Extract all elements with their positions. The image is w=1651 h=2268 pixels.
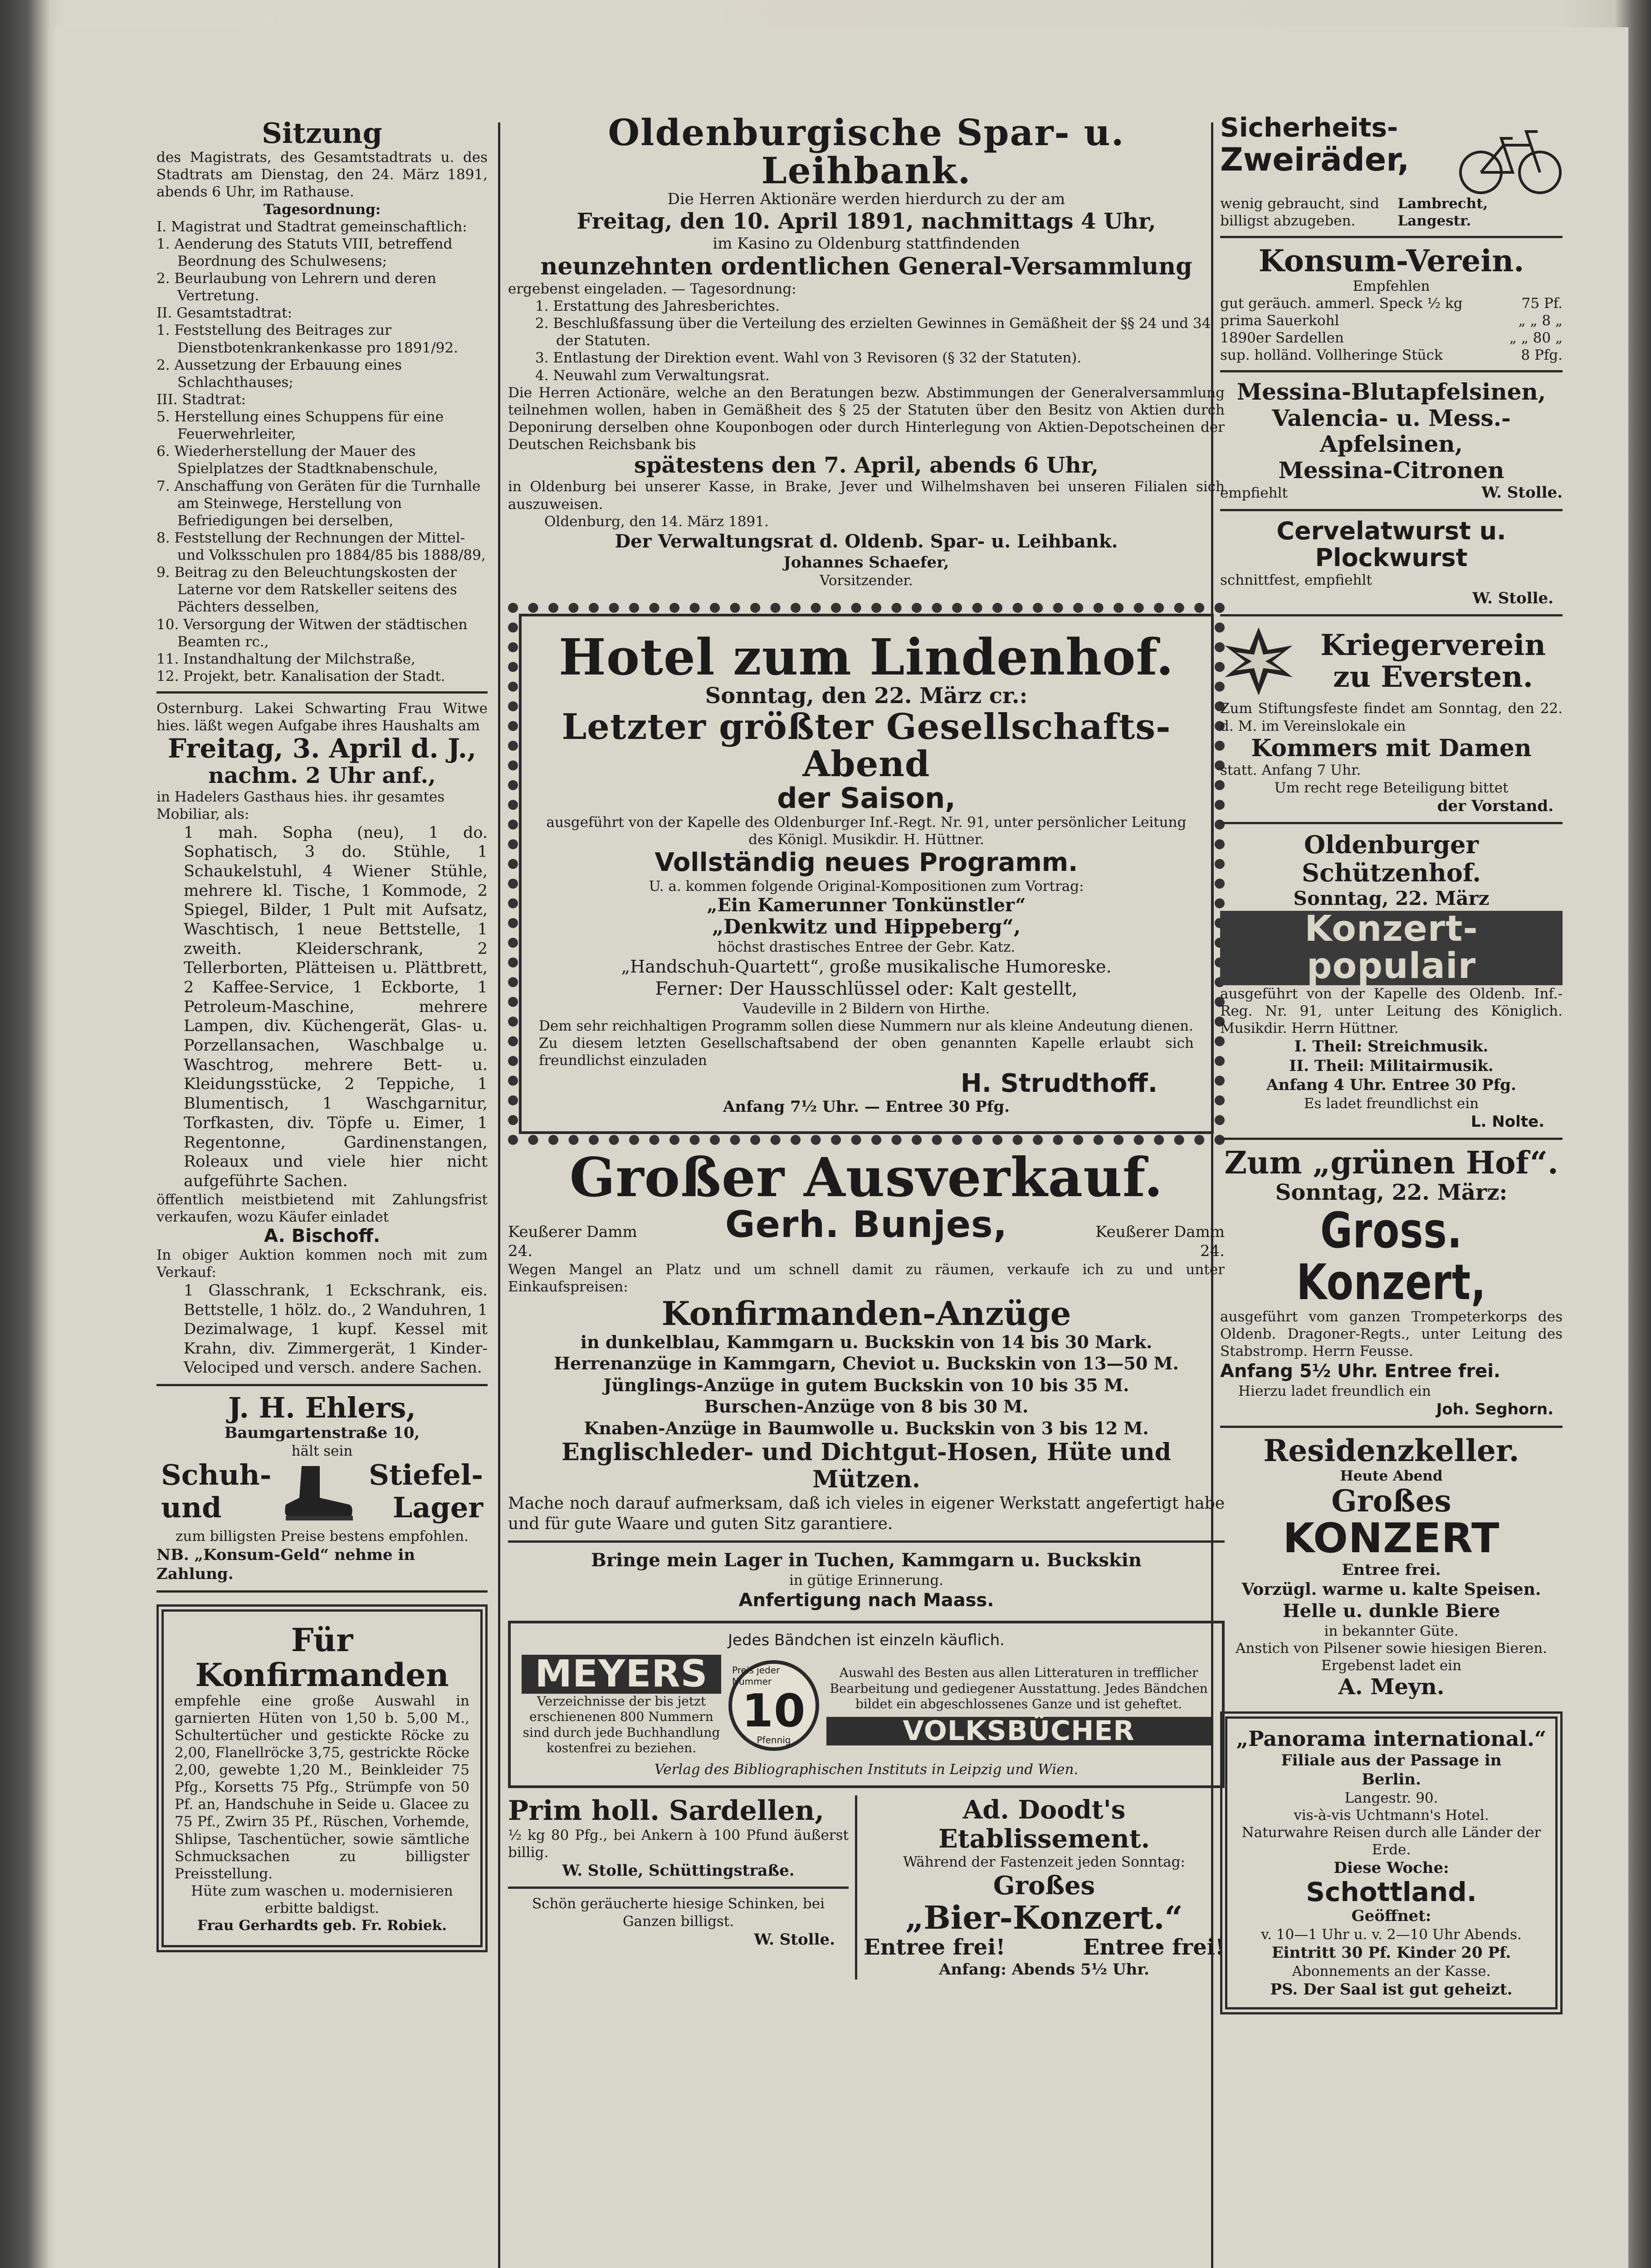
schuetz-part-2: II. Theil: Militairmusik. — [1289, 1056, 1494, 1075]
schuetz-title: Oldenburger Schützenhof. — [1301, 830, 1481, 888]
hotel-host: H. Strudthoff. — [960, 1068, 1158, 1098]
cervelat-title: Cervelatwurst u. Plockwurst — [1276, 516, 1506, 572]
gruen-sign: Joh. Seghorn. — [1436, 1400, 1553, 1419]
doodt-bier: „Bier-Konzert.“ — [905, 1898, 1183, 1936]
konsum-emp: Empfehlen — [1353, 278, 1430, 294]
column-right — [1220, 104, 1563, 2014]
agenda-item: 9. Beitrag zu den Beleuchtungskosten der Laterne vor dem Ratskeller seitens des Pächters desselben, — [156, 564, 457, 616]
sale-intro: Wegen Mangel an Platz und um schnell damit zu räumen, verkaufe ich zu und unter Einkaufspreisen: — [508, 1261, 1225, 1295]
pano-filiale: Filiale aus der Passage in — [1281, 1751, 1502, 1769]
konf-title: Für Konfirmanden — [195, 1621, 449, 1694]
krieger-kommers: Kommers mit Damen — [1251, 734, 1532, 762]
bottom-pair — [508, 1795, 1225, 1980]
divider — [156, 1590, 488, 1593]
agenda-item: III. Stadtrat: — [156, 391, 246, 408]
messina-sign: W. Stolle. — [1481, 484, 1563, 502]
pano-title: „Panorama international.“ — [1236, 1726, 1547, 1751]
pano-address: Langestr. 90. — [1344, 1789, 1438, 1806]
pano-week: Diese Woche: — [1334, 1859, 1449, 1877]
messina-emp: empfiehlt — [1220, 485, 1288, 502]
divider — [1220, 1426, 1563, 1428]
sale-line: Burschen-Anzüge von 8 bis 30 M. — [704, 1396, 1029, 1417]
sardellen-ad — [508, 1795, 857, 1980]
schuh-label: Schuh- — [161, 1458, 272, 1492]
schuetz-text: ausgeführt von der Kapelle des Oldenb. Inf.-Reg. Nr. 91, unter Leitung des Königlich. Musikdir. Herrn Hüttner. — [1220, 985, 1563, 1036]
messina-footer — [1220, 483, 1563, 503]
schuetz-part-1: I. Theil: Streichmusik. — [1294, 1037, 1489, 1056]
agenda-item: 11. Instandhaltung der Milchstraße, — [156, 650, 415, 667]
meyers-top: Jedes Bändchen ist einzeln käuflich. — [728, 1631, 1005, 1650]
konsum-price: 8 Pfg. — [1521, 347, 1563, 364]
ehlers-hold: hält sein — [291, 1443, 353, 1460]
cervelat-sign: W. Stolle. — [1472, 589, 1553, 607]
divider — [508, 1887, 849, 1889]
sale-address-left: Keußerer Damm 24. — [508, 1222, 637, 1261]
doodt-entree-right: Entree frei! — [1083, 1934, 1225, 1960]
ehlers-shoe-block — [156, 1460, 488, 1528]
iron-cross-icon — [1220, 623, 1297, 700]
pano-open: Geöffnet: — [1351, 1907, 1431, 1926]
meyers-seal-top: Preis jeder Nummer — [732, 1665, 780, 1687]
panorama-ad — [1220, 1711, 1563, 2014]
konsum-row — [1220, 329, 1563, 347]
ehlers-nb: NB. „Konsum-Geld“ nehme in Zahlung. — [156, 1545, 415, 1584]
meyers-left — [522, 1652, 721, 1756]
divider — [1220, 370, 1563, 372]
bike-sign: Lambrecht, Langestr. — [1397, 196, 1488, 230]
krieger-text: Zum Stiftungsfeste findet am Sonntag, den 22. d. M. im Vereinslokale ein — [1220, 700, 1563, 734]
sardellen-sign: W. Stolle, Schüttingstraße. — [562, 1861, 795, 1880]
hotel-date: Sonntag, den 22. März cr.: — [705, 683, 1028, 709]
divider — [1220, 509, 1563, 511]
divider — [156, 691, 488, 694]
messina-1: Messina-Blutapfelsinen, — [1236, 378, 1546, 406]
lager-label: Lager — [392, 1491, 483, 1525]
bike-title-2: Zweiräder, — [1220, 141, 1410, 178]
sale-line: Herrenanzüge in Kammgarn, Cheviot u. Buckskin von 13—50 M. — [554, 1353, 1179, 1374]
konsum-item: prima Sauerkohl — [1220, 313, 1339, 329]
bank-agenda-item: 2. Beschlußfassung über die Verteilung des erzielten Gewinnes in Gemäßheit der §§ 24 und 34 der Statuten. — [535, 315, 1211, 349]
bank-agenda-item: 1. Erstattung des Jahresberichtes. — [535, 298, 780, 315]
hotel-season: der Saison, — [777, 781, 956, 815]
pano-price: Eintritt 30 Pf. Kinder 20 Pf. — [1271, 1944, 1511, 1962]
krieger-header — [1220, 623, 1563, 700]
doodt-title: Ad. Doodt's Etablissement. — [938, 1794, 1150, 1854]
resid-invite: Ergebenst ladet ein — [1321, 1657, 1462, 1674]
hotel-piece-2-sub: höchst drastisches Entree der Gebr. Katz. — [717, 939, 1016, 956]
sale-konfirmanden: Konfirmanden-Anzüge — [661, 1294, 1071, 1333]
doodt-ad — [857, 1795, 1225, 1980]
auction-date: Freitag, 3. April d. J., — [167, 733, 477, 764]
resid-sign: A. Meyn. — [1338, 1674, 1445, 1700]
hotel-piece-2: „Denkwitz und Hippeberg“, — [712, 915, 1021, 938]
schuetz-start: Anfang 4 Uhr. Entree 30 Pfg. — [1266, 1076, 1516, 1095]
agenda-item: 2. Beurlaubung von Lehrern und deren Vertretung. — [156, 270, 436, 304]
sale-name: Gerh. Bunjes, — [725, 1203, 1008, 1246]
doodt-start: Anfang: Abends 5½ Uhr. — [939, 1960, 1149, 1979]
pano-visavis: vis-à-vis Uchtmann's Hotel. — [1294, 1807, 1489, 1823]
auction2-list: 1 Glasschrank, 1 Eckschrank, eis. Bettstelle, 1 hölz. do., 2 Wanduhren, 1 Dezimalwage, 1 kupf. Kessel mit Krahn, div. Zimmergerät, 1 Kinder-Velociped und versch. andere Sachen. — [184, 1281, 488, 1377]
konf-text: empfehle eine große Auswahl in garnierten Hüten von 1,50 b. 5,00 M., Schultertücher und gestickte Röcke zu 2,00, Flanellröcke 3,75, gestrickte Röcke 2,00, gewebte 1,20 M., Beinkleider 75 Pfg., Korsetts 75 Pfg., Strümpfe von 50 Pf. an, Handschuhe in Seide u. Glacee zu 75 Pf., Zwirn 35 Pf., Rüschen, Vorhemde, Shlipse, Taschentücher, sowie sämtliche Schmucksachen zu billigster Preisstellung. — [175, 1692, 469, 1882]
sale-line: Jünglings-Anzüge in gutem Buckskin von 10 bis 35 M. — [603, 1374, 1129, 1395]
hotel-piece-4-sub: Vaudeville in 2 Bildern von Hirthe. — [742, 1001, 990, 1017]
konf-sign: Frau Gerhardts geb. Fr. Robiek. — [197, 1917, 447, 1934]
schuetz-konzert: Konzert-populair — [1220, 911, 1563, 985]
pano-land: Schottland. — [1306, 1876, 1477, 1907]
meyers-name: MEYERS — [522, 1655, 721, 1694]
divider — [1220, 614, 1563, 616]
konsum-row — [1220, 347, 1563, 364]
hotel-event: Letzter größter Gesellschafts-Abend — [562, 706, 1171, 785]
resid-beer: Helle u. dunkle Biere — [1282, 1600, 1500, 1622]
agenda-item: 1. Feststellung des Beitrages zur Dienstbotenkrankenkasse pro 1891/92. — [156, 322, 458, 356]
pano-city: Berlin. — [1362, 1770, 1421, 1789]
gruen-title: Zum „grünen Hof“. — [1224, 1145, 1558, 1182]
resid-beer-2: in bekannter Güte. — [1324, 1623, 1459, 1640]
hotel-invite: Zu diesem letzten Gesellschaftsabend der oben genannten Kapelle erlaubt sich freundlichst einzuladen — [539, 1035, 1194, 1069]
konsum-item: 1890er Sardellen — [1220, 330, 1344, 347]
column-middle — [508, 104, 1225, 1980]
doodt-big: Großes — [993, 1870, 1095, 1901]
sale-lager-2: in gütige Erinnerung. — [789, 1572, 944, 1589]
cervelat-text: schnittfest, empfiehlt — [1220, 572, 1372, 588]
gruen-konzert: Gross. Konzert, — [1296, 1202, 1486, 1311]
sale-line: Knaben-Anzüge in Baumwolle u. Buckskin von 3 bis 12 M. — [584, 1418, 1149, 1438]
hotel-note: Dem sehr reichhaltigen Programm sollen diese Nummern nur als kleine Andeutung dienen. — [539, 1018, 1193, 1035]
bicycle-icon — [1458, 118, 1563, 195]
boot-icon — [274, 1461, 356, 1525]
sardellen-ham: Schön geräucherte hiesige Schinken, bei Ganzen billigst. — [532, 1896, 825, 1930]
resid-text: Anstich von Pilsener sowie hiesigen Bieren. — [1235, 1640, 1548, 1657]
konsum-list — [1220, 295, 1563, 364]
konsum-price: „ „ 80 „ — [1509, 330, 1563, 347]
divider — [508, 1540, 1225, 1543]
tagesordnung-label: Tagesordnung: — [263, 201, 381, 218]
ehlers-address: Baumgartenstraße 10, — [224, 1423, 420, 1442]
sale-repair: Mache noch darauf aufmerksam, daß ich vieles in eigener Werkstatt angefertigt habe und für gute Waare und guten Sitz garantiere. — [508, 1494, 1225, 1534]
bank-date: Freitag, den 10. April 1891, nachmittags 4 Uhr, — [576, 208, 1156, 234]
hotel-lindenhof-ad — [508, 603, 1225, 1144]
konfirmanden-ad — [156, 1604, 488, 1953]
pano-hours: v. 10—1 Uhr u. v. 2—10 Uhr Abends. — [1261, 1926, 1522, 1943]
doodt-entree-left: Entree frei! — [864, 1934, 1006, 1960]
agenda-item: 12. Projekt, betr. Kanalisation der Stadt. — [156, 668, 445, 684]
meyers-seal — [728, 1660, 819, 1751]
gruen-text: ausgeführt vom ganzen Trompeterkorps des Oldenb. Dragoner-Regts., unter Leitung des Stabstromp. Herrn Feusse. — [1220, 1308, 1563, 1360]
agenda-item: 8. Feststellung der Rechnungen der Mittel- und Volksschulen pro 1884/85 bis 1888/89, — [156, 529, 486, 564]
meyers-left-text: Verzeichnisse der bis jetzt erschienenen 800 Nummern sind durch jede Buchhandlung kostenfrei zu beziehen. — [523, 1693, 720, 1756]
bank-text: Die Herren Actionäre, welche an den Beratungen bezw. Abstimmungen der Generalversammlung teilnehmen wollen, haben in Gemäßheit des § 25 der Statuten über den Besitz von Aktien durch Deponirung derselben ohne Kouponbogen oder durch Hinterlegung von Aktien-Depotscheinen der Deutschen Reichsbank bis — [508, 384, 1225, 453]
divider — [1220, 822, 1563, 824]
schuetz-date: Sonntag, 22. März — [1293, 887, 1490, 910]
column-left — [156, 104, 488, 1952]
krieger-titles — [1304, 630, 1563, 694]
messina-3: Messina-Citronen — [1278, 456, 1504, 484]
sale-title: Großer Ausverkauf. — [569, 1145, 1163, 1209]
bank-deadline: spätestens den 7. April, abends 6 Uhr, — [634, 453, 1099, 479]
pano-abo: Abonnements an der Kasse. — [1292, 1963, 1491, 1980]
agenda-item: I. Magistrat und Stadtrat gemeinschaftlich: — [156, 218, 467, 235]
bank-place: im Kasino zu Oldenburg stattfindenden — [713, 234, 1020, 253]
bank-board: Der Verwaltungsrat d. Oldenb. Spar- u. Leihbank. — [615, 530, 1118, 552]
bank-agenda-item: 4. Neuwahl zum Verwaltungsrat. — [535, 367, 770, 384]
krieger-text-3: Um recht rege Beteiligung bittet — [1274, 779, 1509, 796]
auction2-intro: In obiger Auktion kommen noch mit zum Verkauf: — [156, 1246, 488, 1281]
resid-konzert: KONZERT — [1283, 1515, 1500, 1563]
hotel-title: Hotel zum Lindenhof. — [558, 628, 1174, 687]
agenda-item: II. Gesamtstadtrat: — [156, 305, 292, 322]
konsum-title: Konsum-Verein. — [1258, 243, 1524, 279]
pano-text: Naturwahre Reisen durch alle Länder der Erde. — [1241, 1824, 1541, 1858]
divider — [1220, 1138, 1563, 1140]
sale-line: in dunkelblau, Kammgarn u. Buckskin von 14 bis 30 Mark. — [580, 1331, 1153, 1352]
hotel-compositions: U. a. kommen folgende Original-Kompositionen zum Vortrag: — [649, 878, 1084, 894]
konsum-row — [1220, 295, 1563, 312]
sale-lager: Bringe mein Lager in Tuchen, Kammgarn u. Buckskin — [591, 1549, 1142, 1571]
meyers-bottom: Verlag des Bibliographischen Instituts in Leipzig und Wien. — [654, 1761, 1079, 1778]
konf-hats: Hüte zum waschen u. modernisieren erbitte baldigst. — [191, 1882, 453, 1917]
bank-intro: Die Herren Aktionäre werden hierdurch zu der am — [667, 190, 1065, 208]
ehlers-text: zum billigsten Preise bestens empfohlen. — [176, 1528, 469, 1545]
meyers-body — [522, 1652, 1211, 1756]
resid-title: Residenzkeller. — [1263, 1432, 1519, 1468]
hotel-piece-3: „Handschuh-Quartett“, große musikalische Humoreske. — [621, 956, 1112, 977]
und-label: und — [161, 1491, 222, 1525]
agenda-item: 7. Anschaffung von Geräten für die Turnhalle am Steinwege, Herstellung von Befriedigungen bei derselben, — [156, 478, 481, 529]
krieger-title-1: Kriegerverein — [1320, 628, 1546, 662]
hotel-performer: ausgeführt von der Kapelle des Oldenburger Inf.-Regt. Nr. 91, unter persönlicher Leitung des Königl. Musikdir. H. Hüttner. — [546, 814, 1187, 848]
bank-text2: in Oldenburg bei unserer Kasse, in Brake, Jever und Wilhelmshaven bei unseren Filialen sich auszuweisen. — [508, 479, 1225, 513]
hotel-piece-4: Ferner: Der Hausschlüssel oder: Kalt gestellt, — [655, 978, 1078, 1000]
meyers-right-text: Auswahl des Besten aus allen Litteraturen in trefflicher Bearbeitung und gediegener Ausstattung. Jedes Bändchen bildet ein abgeschlossenes Ganze und ist geheftet. — [830, 1665, 1208, 1712]
resid-entree: Entree frei. — [1342, 1560, 1441, 1579]
konsum-price: 75 Pf. — [1521, 295, 1563, 312]
bike-title-1: Sicherheits- — [1220, 112, 1398, 143]
sale-mass: Anfertigung nach Maass. — [738, 1590, 994, 1611]
gruen-date: Sonntag, 22. März: — [1275, 1179, 1508, 1205]
schuetz-sign: L. Nolte. — [1470, 1112, 1544, 1131]
krieger-title-2: zu Eversten. — [1333, 660, 1533, 694]
meyers-volksbuecher: VOLKSBÜCHER — [826, 1717, 1211, 1745]
gruen-invite: Hierzu ladet freundlich ein — [1238, 1383, 1431, 1400]
sitzung-intro: des Magistrats, des Gesamtstadtrats u. des Stadtrats am Dienstag, den 24. März 1891, abends 6 Uhr, im Rathause. — [156, 149, 488, 200]
konsum-price: „ „ 8 „ — [1518, 313, 1563, 329]
sale-hosen: Englischleder- und Dichtgut-Hosen, Hüte und Mützen. — [562, 1438, 1171, 1494]
resid-food: Vorzügl. warme u. kalte Speisen. — [1241, 1580, 1541, 1599]
auctioneer-name: A. Bischoff. — [264, 1225, 381, 1246]
hotel-start: Anfang 7½ Uhr. — Entree 30 Pfg. — [723, 1098, 1010, 1116]
agenda-item: 6. Wiederherstellung der Mauer des Spielplatzes der Stadtknabenschule, — [156, 443, 438, 477]
sardellen-sign-2: W. Stolle. — [754, 1930, 835, 1949]
bank-agenda-item: 3. Entlastung der Direktion event. Wahl von 3 Revisoren (§ 32 der Statuten). — [535, 350, 1082, 367]
doodt-entree — [864, 1935, 1225, 1960]
bike-text: wenig gebraucht, sind billigst abzugeben. — [1220, 196, 1379, 230]
meyers-number: 10 — [742, 1684, 806, 1738]
gruen-start: Anfang 5½ Uhr. Entree frei. — [1220, 1361, 1501, 1382]
krieger-sign: der Vorstand. — [1437, 797, 1553, 815]
auction-list: 1 mah. Sopha (neu), 1 do. Sophatisch, 3 do. Stühle, 1 Schaukelstuhl, 4 Wiener Stühle, mehrere kl. Tische, 1 Kommode, 2 Spiegel, Bilder, 1 Pult mit Aufsatz, Waschtisch, 1 neue Bettstelle, 1 zweith. Kleiderschrank, 2 Tellerborten, Plätteisen u. Plättbrett, 2 Kaffee-Service, 1 Eckborte, 1 Petroleum-Maschine, mehrere Lampen, div. Küchengerät, Glas- u. Porzellansachen, Waschbalge u. Waschtrog, mehrere Bett- u. Kleidungsstücke, 2 Teppiche, 1 Blumentisch, 1 Waschgarnitur, Torfkasten, div. Töpfe u. Eimer, 1 Regentonne, Gardinenstangen, Roleaux und viele hier nicht aufgeführte Sachen. — [184, 823, 488, 1190]
bank-agenda — [508, 298, 1225, 384]
schuetz-invite: Es ladet freundlichst ein — [1304, 1095, 1479, 1112]
auction-place: in Hadelers Gasthaus hies. ihr gesamtes Mobiliar, als: — [156, 789, 445, 823]
agenda-item: 1. Aenderung des Statuts VIII, betreffend Beordnung des Schulwesens; — [156, 235, 453, 269]
sitzung-title: Sitzung — [262, 117, 382, 150]
resid-gross: Großes — [1331, 1483, 1451, 1519]
konsum-item: gut geräuch. ammerl. Speck ½ kg — [1220, 295, 1463, 312]
konsum-row — [1220, 312, 1563, 329]
agenda-item: 10. Versorgung der Witwen der städtischen Beamten rc., — [156, 616, 468, 650]
sale-header — [508, 1203, 1225, 1261]
sardellen-text: ½ kg 80 Pfg., bei Ankern à 100 Pfund äußerst billig. — [508, 1827, 849, 1861]
bicycle-ad — [1220, 113, 1563, 227]
hotel-piece-1: „Ein Kamerunner Tonkünstler“ — [707, 894, 1026, 916]
bank-invite: ergebenst eingeladen. — Tagesordnung: — [508, 280, 796, 297]
auction-terms: öffentlich meistbietend mit Zahlungsfrist verkaufen, wozu Käufer einladet — [156, 1191, 488, 1225]
agenda-item: 2. Aussetzung der Erbauung eines Schlachthauses; — [156, 357, 402, 391]
bank-sign: Johannes Schaefer, — [783, 553, 949, 572]
divider — [156, 1384, 488, 1386]
meyers-right — [826, 1665, 1211, 1745]
meyers-ad — [508, 1621, 1225, 1788]
auction-time: nachm. 2 Uhr anf., — [208, 763, 436, 789]
agenda-item: 5. Herstellung eines Schuppens für eine Feuerwehrleiter, — [156, 409, 444, 443]
bank-dateline: Oldenburg, den 14. März 1891. — [544, 513, 769, 530]
sitzung-agenda — [156, 218, 488, 685]
stiefel-label: Stiefel- — [369, 1458, 483, 1492]
bank-title: Oldenburgische Spar- u. Leihbank. — [608, 111, 1125, 192]
sardellen-title: Prim holl. Sardellen, — [508, 1794, 825, 1827]
meyers-seal-bottom: Pfennig — [757, 1735, 791, 1746]
doodt-sub: Während der Fastenzeit jeden Sonntag: — [903, 1854, 1185, 1871]
column-rule-left — [498, 122, 500, 2268]
krieger-text-2: statt. Anfang 7 Uhr. — [1220, 762, 1361, 779]
messina-2: Valencia- u. Mess.-Apfelsinen, — [1272, 404, 1511, 458]
pano-ps: PS. Der Saal ist gut geheizt. — [1270, 1980, 1513, 1999]
auction-intro: Osternburg. Lakei Schwarting Frau Witwe hies. läßt wegen Aufgabe ihres Haushalts am — [156, 700, 488, 734]
bank-meeting: neunzehnten ordentlichen General-Versammlung — [540, 253, 1192, 281]
hotel-program: Vollständig neues Programm. — [655, 848, 1078, 878]
sale-address-right: Keußerer Damm 24. — [1095, 1222, 1225, 1261]
bank-role: Vorsitzender. — [820, 572, 913, 589]
divider — [1220, 236, 1563, 238]
resid-heute: Heute Abend — [1340, 1467, 1443, 1484]
konsum-item: sup. holländ. Vollheringe Stück — [1220, 347, 1443, 364]
ehlers-name: J. H. Ehlers, — [228, 1391, 416, 1424]
